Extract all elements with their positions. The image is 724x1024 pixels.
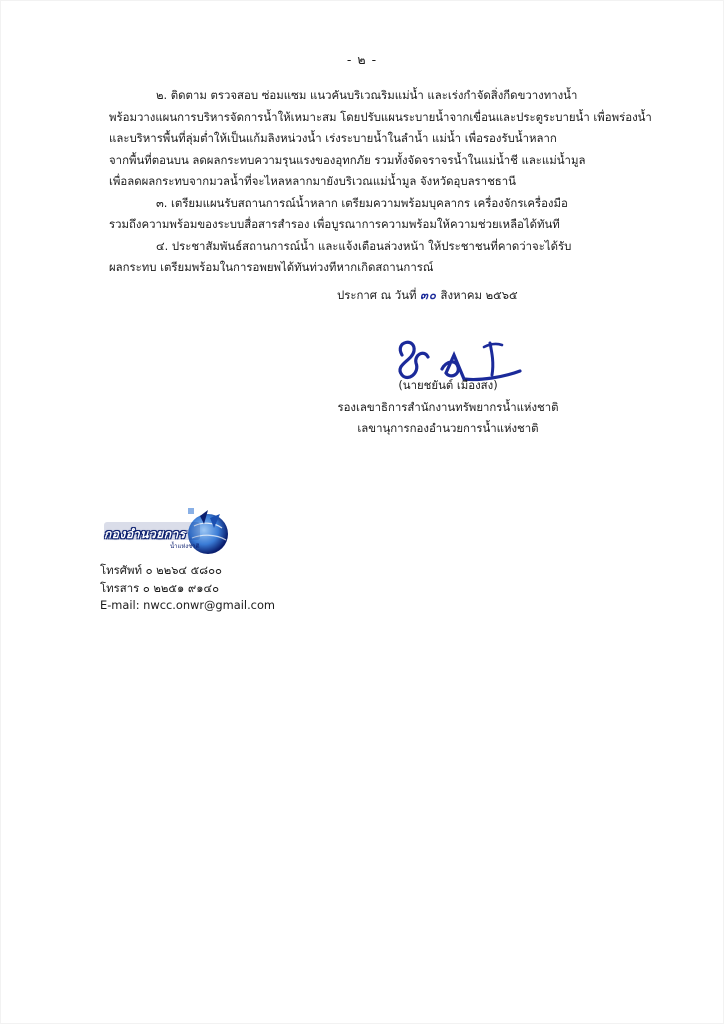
logo-text: กองอำนวยการ — [104, 527, 186, 541]
contact-phone: โทรศัพท์ ๐ ๒๒๖๔ ๕๘๐๐ — [100, 563, 222, 577]
organization-logo — [104, 508, 234, 556]
signer-name: (นายชยันต์ เมืองสง) — [398, 378, 498, 392]
logo-subtext: น้ำแห่งชาติ — [170, 543, 200, 550]
paragraph-item-3 — [109, 193, 665, 236]
text-line: ๓. เตรียมแผนรับสถานการณ์น้ำหลาก เตรียมความพร้อมบุคลากร เครื่องจักรเครื่องมือ — [156, 195, 568, 210]
text-line: เพื่อลดผลกระทบจากมวลน้ำที่จะไหลหลากมายังบริเวณแม่น้ำมูล จังหวัดอุบลราชธานี — [109, 174, 516, 188]
contact-fax: โทรสาร ๐ ๒๒๕๑ ๙๑๔๐ — [100, 580, 220, 595]
document-body — [109, 85, 665, 279]
contact-block — [100, 562, 275, 615]
signer-position-secondary: เลขานุการกองอำนวยการน้ำแห่งชาติ — [357, 421, 539, 435]
text-line: และบริหารพื้นที่ลุ่มต่ำให้เป็นแก้มลิงหน่วงน้ำ เร่งระบายน้ำในลำน้ำ แม่น้ำ เพื่อรองรับน้ำหลาก — [109, 131, 557, 145]
paragraph-item-4 — [109, 236, 665, 279]
text-line: ๔. ประชาสัมพันธ์สถานการณ์น้ำ และแจ้งเตือนล่วงหน้า ให้ประชาชนที่คาดว่าจะได้รับ — [156, 238, 572, 253]
text-line: พร้อมวางแผนการบริหารจัดการน้ำให้เหมาะสม โดยปรับแผนระบายน้ำจากเขื่อนและประตูระบายน้ำ เพื่อพร่องน้ำ — [109, 109, 652, 124]
text-line: จากพื้นที่ตอนบน ลดผลกระทบความรุนแรงของอุทกภัย รวมทั้งจัดจราจรน้ำในแม่น้ำชี และแม่น้ำมูล — [109, 152, 586, 167]
announcement-date — [337, 287, 518, 305]
text-line: ๒. ติดตาม ตรวจสอบ ซ่อมแซม แนวคันบริเวณริมแม่น้ำ และเร่งกำจัดสิ่งกีดขวางทางน้ำ — [156, 88, 578, 102]
date-month-year: สิงหาคม ๒๕๖๕ — [440, 288, 518, 302]
paragraph-item-2 — [109, 85, 665, 193]
contact-email: E-mail: nwcc.onwr@gmail.com — [100, 598, 276, 612]
signer-position: รองเลขาธิการสำนักงานทรัพยากรน้ำแห่งชาติ — [337, 399, 559, 414]
signer-block — [310, 375, 586, 440]
text-line: รวมถึงความพร้อมของระบบสื่อสารสำรอง เพื่อบูรณาการความพร้อมให้ความช่วยเหลือได้ทันที — [109, 217, 560, 231]
date-day: ๓๐ — [420, 288, 437, 302]
text-line: ผลกระทบ เตรียมพร้อมในการอพยพได้ทันท่วงทีหากเกิดสถานการณ์ — [109, 260, 434, 274]
date-prefix: ประกาศ ณ วันที่ — [337, 288, 417, 302]
page-number: - ๒ - — [346, 52, 378, 67]
